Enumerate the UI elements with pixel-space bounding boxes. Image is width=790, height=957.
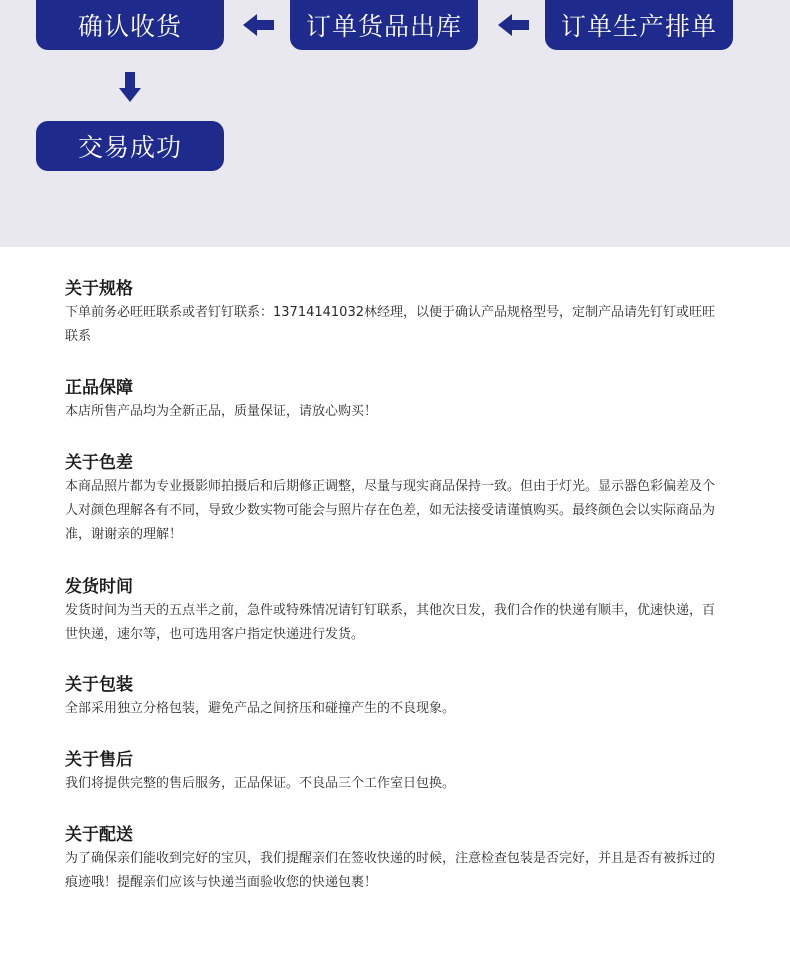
section-title: 正品保障 xyxy=(65,378,133,398)
section-title: 关于规格 xyxy=(65,279,133,299)
section-after-sales xyxy=(65,748,725,796)
section-title: 关于包装 xyxy=(65,675,133,695)
step-confirm-receipt: 确认收货 xyxy=(36,0,224,50)
section-color-difference xyxy=(65,451,725,547)
section-body: 我们将提供完整的售后服务，正品保证。不良品三个工作室日包换。 xyxy=(65,776,456,791)
section-body: 下单前务必旺旺联系或者钉钉联系：13714141032林经理，以便于确认产品规格型号，定制产品请先钉钉或旺旺联系 xyxy=(65,305,715,344)
step-order-production: 订单生产排单 xyxy=(545,0,733,50)
section-title: 关于色差 xyxy=(65,453,133,473)
section-body: 发货时间为当天的五点半之前，急件或特殊情况请钉钉联系，其他次日发，我们合作的快递有顺丰，优速快递，百世快递，速尔等，也可选用客户指定快递进行发货。 xyxy=(65,603,716,642)
section-body: 本商品照片都为专业摄影师拍摄后和后期修正调整，尽量与现实商品保持一致。但由于灯光。显示器色彩偏差及个人对颜色理解各有不同，导致少数实物可能会与照片存在色差，如无法接受请谨慎购买。最终颜色会以实际商品为准，谢谢亲的理解！ xyxy=(65,479,716,542)
arrow-left-icon xyxy=(498,13,530,37)
section-title: 关于配送 xyxy=(65,825,133,845)
section-authenticity xyxy=(65,376,725,424)
step-order-outbound: 订单货品出库 xyxy=(290,0,478,50)
section-body: 本店所售产品均为全新正品，质量保证，请放心购买！ xyxy=(65,404,378,419)
order-flow-diagram xyxy=(0,0,790,247)
arrow-left-icon xyxy=(243,13,275,37)
section-packaging xyxy=(65,673,725,721)
section-body: 全部采用独立分格包装，避免产品之间挤压和碰撞产生的不良现象。 xyxy=(65,701,456,716)
section-title: 关于售后 xyxy=(65,750,133,770)
section-body: 为了确保亲们能收到完好的宝贝，我们提醒亲们在签收快递的时候，注意检查包装是否完好，并且是否有被拆过的痕迹哦！提醒亲们应该与快递当面验收您的快递包裹！ xyxy=(65,851,716,890)
section-specification xyxy=(65,277,725,349)
product-notes xyxy=(0,247,790,895)
section-shipping-time xyxy=(65,575,725,647)
section-title: 发货时间 xyxy=(65,577,133,597)
arrow-down-icon xyxy=(118,71,142,103)
section-delivery xyxy=(65,823,725,895)
step-transaction-success: 交易成功 xyxy=(36,121,224,171)
